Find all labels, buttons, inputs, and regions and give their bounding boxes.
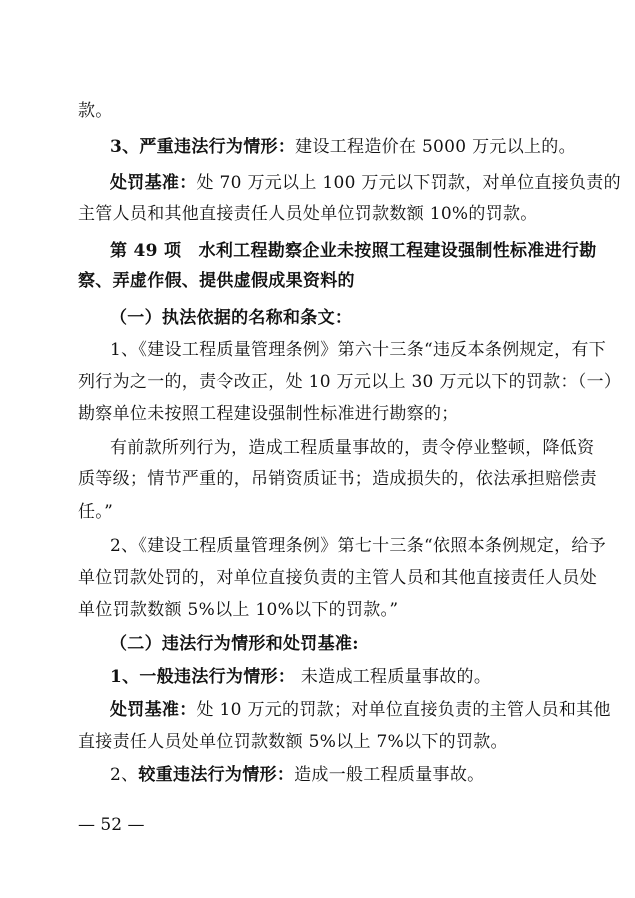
- text-line-15: 单位罚款处罚的，对单位直接负责的主管人员和其他直接责任人员处: [78, 568, 597, 588]
- item-heading-line-2: 察、弄虚作假、提供虚假成果资料的: [78, 271, 355, 291]
- text-line-1: 款。: [78, 101, 113, 121]
- item-heading-line-1: 第 49 项 水利工程勘察企业未按照工程建设强制性标准进行勘: [110, 241, 597, 261]
- text-line-3: 处罚基准：处 70 万元以上 100 万元以下罚款，对单位直接负责的: [110, 173, 621, 193]
- text-line-4: 主管人员和其他直接责任人员处单位罚款数额 10%的罚款。: [78, 204, 538, 224]
- text-line-16: 单位罚款数额 5%以上 10%以下的罚款。”: [78, 600, 399, 620]
- section-heading-2: （二）违法行为情形和处罚基准:: [110, 634, 359, 654]
- text-line-10: 勘察单位未按照工程建设强制性标准进行勘察的；: [78, 404, 459, 424]
- section-heading-1: （一）执法依据的名称和条文：: [110, 308, 353, 328]
- text-line-21: 2、较重违法行为情形：造成一般工程质量事故。: [110, 765, 485, 785]
- text-line-13: 任。”: [78, 502, 114, 522]
- text-line-2: 3、严重违法行为情形：建设工程造价在 5000 万元以上的。: [110, 137, 576, 157]
- text-line-14: 2、《建设工程质量管理条例》第七十三条“依照本条例规定，给予: [110, 536, 607, 556]
- text-line-8: 1、《建设工程质量管理条例》第六十三条“违反本条例规定，有下: [110, 340, 607, 360]
- page-number: — 52 —: [78, 815, 145, 835]
- text-line-18: 1、一般违法行为情形： 未造成工程质量事故的。: [110, 667, 492, 687]
- text-line-9: 列行为之一的，责令改正，处 10 万元以上 30 万元以下的罚款：（一）: [78, 372, 622, 392]
- text-line-11: 有前款所列行为，造成工程质量事故的，责令停业整顿，降低资: [110, 438, 595, 458]
- text-line-12: 质等级；情节严重的，吊销资质证书；造成损失的，依法承担赔偿责: [78, 469, 597, 489]
- text-line-19: 处罚基准：处 10 万元的罚款；对单位直接负责的主管人员和其他: [110, 700, 611, 720]
- text-line-20: 直接责任人员处单位罚款数额 5%以上 7%以下的罚款。: [78, 732, 508, 752]
